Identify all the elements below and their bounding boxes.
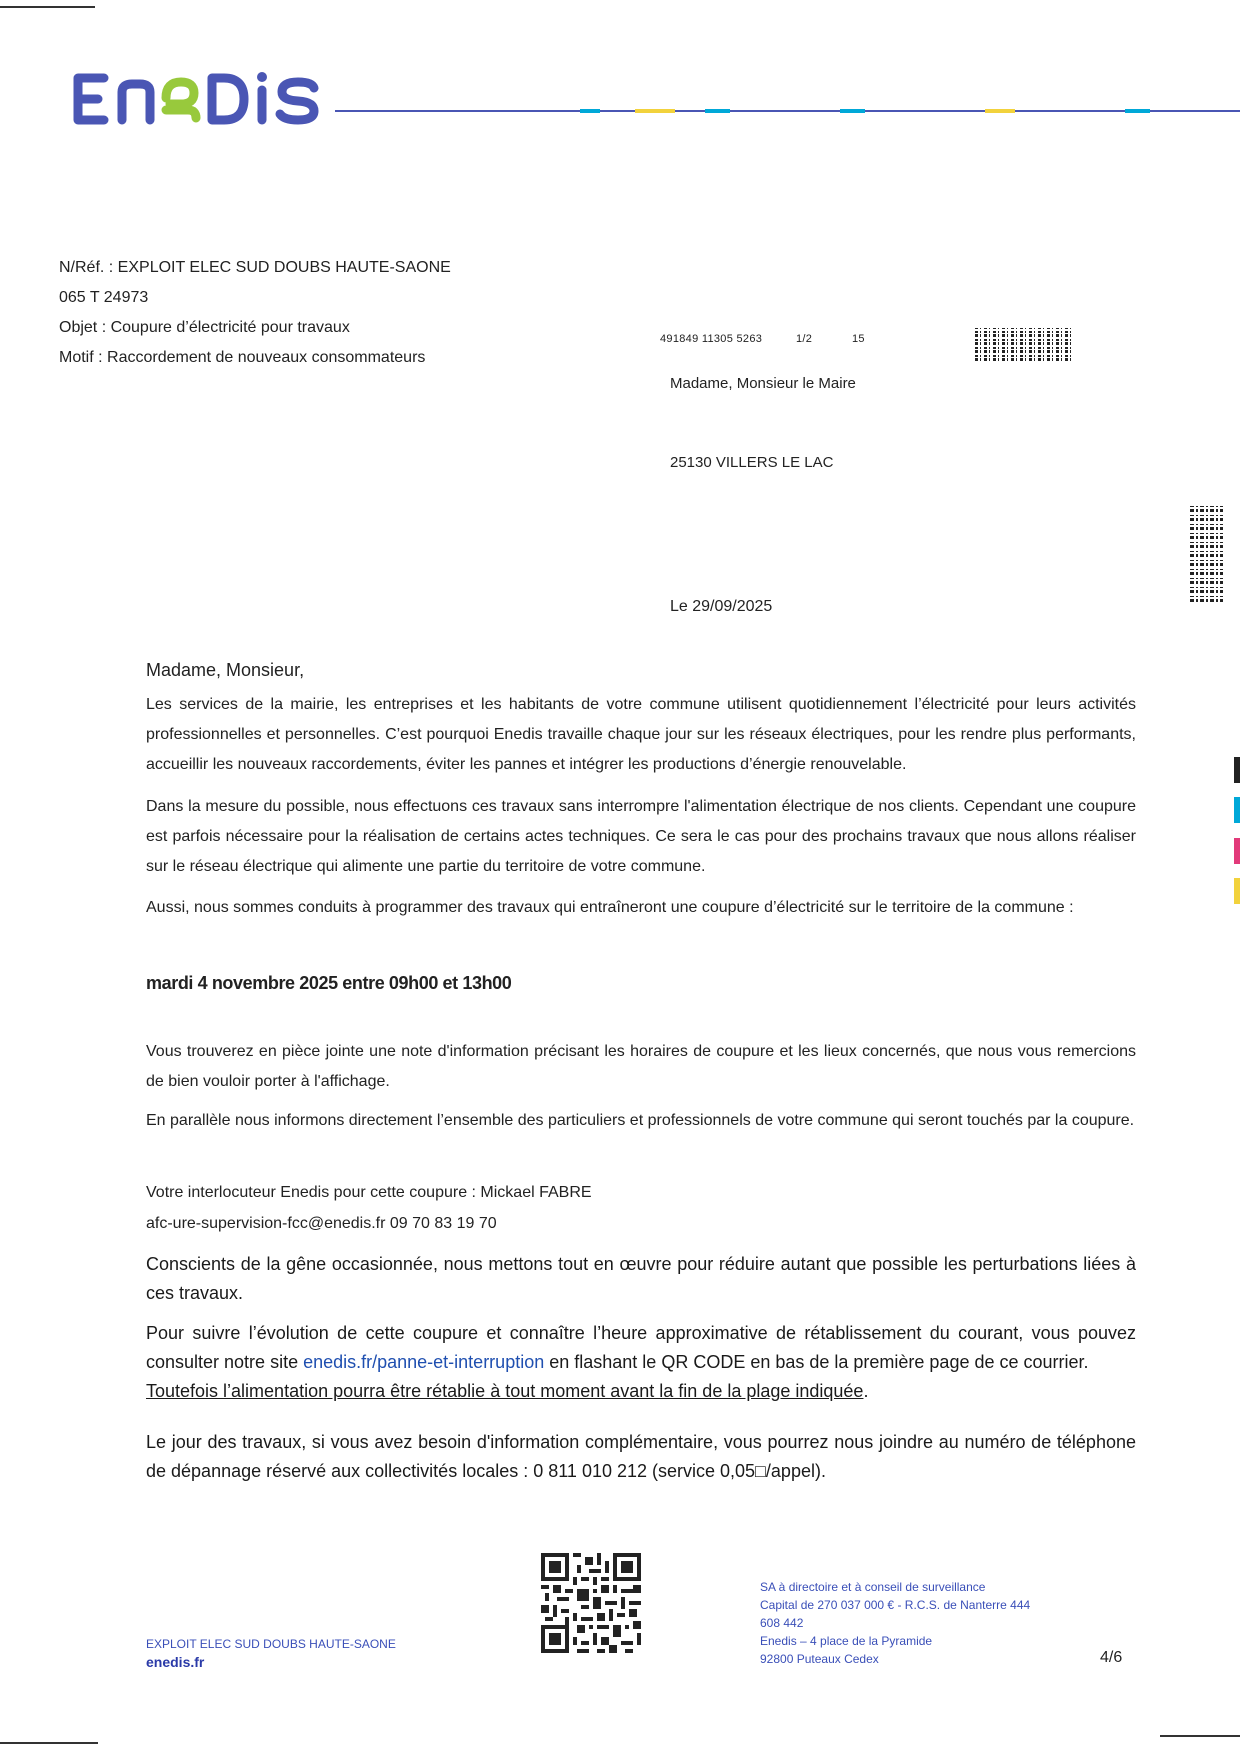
mailing-count: 15 xyxy=(852,333,865,345)
paragraph-5: En parallèle nous informons directement l’ensemble des particuliers et professionnels de votre commune qui seront touchés par la coupure. xyxy=(146,1112,1135,1129)
recipient-name: Madame, Monsieur le Maire xyxy=(670,375,856,392)
paragraph-7 xyxy=(146,1319,1136,1406)
paragraph-3: Aussi, nous sommes conduits à programmer des travaux qui entraîneront une coupure d’électricité sur le territoire de la commune : xyxy=(146,899,1074,916)
header-rule xyxy=(335,108,1240,114)
reference-line: N/Réf. : EXPLOIT ELEC SUD DOUBS HAUTE-SAONE xyxy=(59,259,451,276)
reference-number: 065 T 24973 xyxy=(59,289,149,306)
letter-date: Le 29/09/2025 xyxy=(670,598,773,615)
scan-corner-top-left xyxy=(0,6,95,8)
print-mark-cyan xyxy=(1234,797,1240,823)
legal-line-2: Capital de 270 037 000 € - R.C.S. de Nanterre 444 xyxy=(760,1598,1031,1612)
contact-info: afc-ure-supervision-fcc@enedis.fr 09 70 83 19 70 xyxy=(146,1215,497,1232)
footer-site[interactable]: enedis.fr xyxy=(146,1654,205,1670)
paragraph-7-start: Pour suivre l’évolution de cette coupure et connaître l’heure approximative de rétablissement du courant, vous pouvez consulter notre site xyxy=(146,1323,1136,1372)
scan-corner-bottom-left xyxy=(0,1742,98,1744)
legal-line-1: SA à directoire et à conseil de surveillance xyxy=(760,1580,986,1594)
scan-corner-bottom-right xyxy=(1160,1735,1240,1737)
contact-line: Votre interlocuteur Enedis pour cette coupure : Mickael FABRE xyxy=(146,1184,592,1201)
legal-line-5: 92800 Puteaux Cedex xyxy=(760,1652,879,1666)
paragraph-8: Le jour des travaux, si vous avez besoin d'information complémentaire, vous pourrez nous joindre au numéro de téléphone de dépannage réservé aux collectivités locales : 0 811 010 212 (service 0,05□/appel). xyxy=(146,1432,1136,1481)
outage-tracking-link[interactable]: enedis.fr/panne-et-interruption xyxy=(303,1352,545,1372)
mailing-code: 491849 11305 5263 xyxy=(660,333,763,345)
salutation: Madame, Monsieur, xyxy=(146,660,305,680)
mailing-page: 1/2 xyxy=(796,333,813,345)
print-mark-yellow xyxy=(1234,878,1240,904)
legal-line-3: 608 442 xyxy=(760,1616,804,1630)
side-barcode xyxy=(1190,505,1223,602)
paragraph-2: Dans la mesure du possible, nous effectuons ces travaux sans interrompre l'alimentation électrique de nos clients. Cependant une coupure est parfois nécessaire pour la réalisation de certains actes techniques. Ce sera le cas pour des prochains travaux que nous allons réaliser sur le réseau électrique qui alimente une partie du territoire de votre commune. xyxy=(146,798,1136,875)
paragraph-7-end: en flashant le QR CODE en bas de la première page de ce courrier. xyxy=(544,1352,1089,1372)
footer-unit: EXPLOIT ELEC SUD DOUBS HAUTE-SAONE xyxy=(146,1637,396,1651)
page-number: 4/6 xyxy=(1100,1649,1123,1666)
enedis-logo xyxy=(66,60,322,130)
subject-line: Objet : Coupure d’électricité pour travaux xyxy=(59,319,350,336)
legal-line-4: Enedis – 4 place de la Pyramide xyxy=(760,1634,933,1648)
paragraph-1: Les services de la mairie, les entreprises et les habitants de votre commune utilisent quotidiennement l’électricité pour leurs activités professionnelles et personnelles. C’est pourquoi Enedis travaille chaque jour sur les réseaux électriques, pour les rendre plus performants, accueillir les nouveaux raccordements, éviter les pannes et intégrer les productions d’énergie renouvelable. xyxy=(146,696,1136,773)
restoration-note-dot: . xyxy=(863,1381,869,1401)
motive-line: Motif : Raccordement de nouveaux consommateurs xyxy=(59,349,426,366)
qr-code[interactable] xyxy=(540,1553,642,1653)
recipient-city: 25130 VILLERS LE LAC xyxy=(670,454,834,471)
paragraph-6: Conscients de la gêne occasionnée, nous mettons tout en œuvre pour réduire autant que possible les perturbations liées à ces travaux. xyxy=(146,1254,1136,1303)
print-mark-magenta xyxy=(1234,838,1240,864)
print-mark-black xyxy=(1234,757,1240,783)
restoration-note: Toutefois l’alimentation pourra être rétablie à tout moment avant la fin de la plage indiquée xyxy=(146,1381,864,1401)
outage-date: mardi 4 novembre 2025 entre 09h00 et 13h00 xyxy=(146,973,512,993)
address-barcode xyxy=(975,328,1071,361)
paragraph-4: Vous trouverez en pièce jointe une note d'information précisant les horaires de coupure et les lieux concernés, que nous vous remercions de bien vouloir porter à l'affichage. xyxy=(146,1043,1136,1090)
